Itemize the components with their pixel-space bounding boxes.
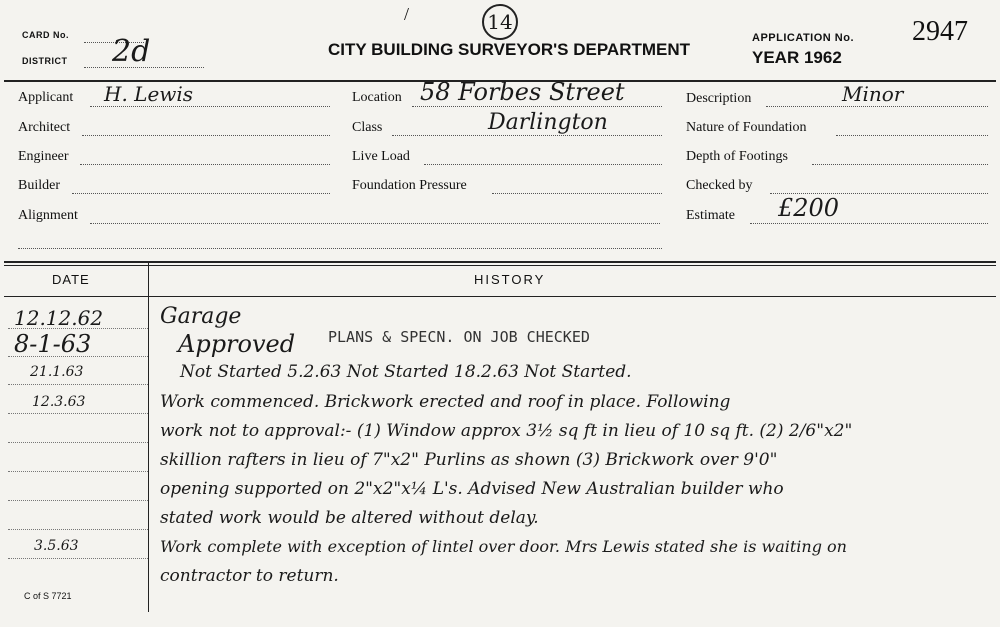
row-date: 3.5.63 bbox=[34, 538, 79, 554]
tick-mark: / bbox=[404, 4, 410, 24]
location-label: Location bbox=[352, 90, 402, 105]
history-entry: Not Started 5.2.63 Not Started 18.2.63 Not Started. bbox=[180, 362, 632, 382]
history-entry: work not to approval:- (1) Window approx 3½ sq ft in lieu of 10 sq ft. (2) 2/6"x2" bbox=[160, 421, 853, 441]
location-line bbox=[412, 106, 662, 107]
history-entry: Approved bbox=[178, 330, 296, 358]
table-top-rule bbox=[4, 261, 996, 263]
description-line bbox=[766, 106, 988, 107]
depth-label: Depth of Footings bbox=[686, 149, 788, 164]
table-top-rule-2 bbox=[4, 265, 996, 266]
checked-label: Checked by bbox=[686, 178, 753, 193]
history-entry: Work complete with exception of lintel over door. Mrs Lewis stated she is waiting on bbox=[160, 537, 847, 556]
history-entry: Work commenced. Brickwork erected and roof in place. Following bbox=[160, 392, 731, 412]
builder-label: Builder bbox=[18, 178, 60, 193]
row-date: 8-1-63 bbox=[14, 330, 92, 358]
stamp-number: 14 bbox=[482, 4, 518, 40]
history-entry: opening supported on 2"x2"x¼ L's. Advised New Australian builder who bbox=[160, 479, 784, 499]
date-row-line bbox=[8, 442, 148, 443]
date-row-line bbox=[8, 500, 148, 501]
builder-line bbox=[72, 193, 330, 194]
year-label: YEAR 1962 bbox=[752, 48, 842, 67]
nature-line bbox=[836, 135, 988, 136]
date-row-line bbox=[8, 471, 148, 472]
applicant-value: H. Lewis bbox=[104, 82, 194, 106]
district-value: 2d bbox=[112, 34, 151, 69]
architect-line bbox=[82, 135, 330, 136]
class-label: Class bbox=[352, 120, 383, 135]
estimate-line bbox=[750, 223, 988, 224]
row-date: 12.12.62 bbox=[14, 306, 104, 330]
history-header: HISTORY bbox=[474, 272, 546, 287]
engineer-line bbox=[80, 164, 330, 165]
description-value: Minor bbox=[842, 82, 904, 106]
district-label: DISTRICT bbox=[22, 56, 68, 66]
history-entry: contractor to return. bbox=[160, 566, 339, 586]
date-row-line bbox=[8, 384, 148, 385]
engineer-label: Engineer bbox=[18, 149, 69, 164]
date-row-line bbox=[8, 529, 148, 530]
date-row-line bbox=[8, 558, 148, 559]
card-no-label: CARD No. bbox=[22, 30, 69, 40]
architect-label: Architect bbox=[18, 120, 71, 135]
form-code: C of S 7721 bbox=[24, 591, 72, 601]
history-entry: Garage bbox=[160, 304, 242, 329]
nature-label: Nature of Foundation bbox=[686, 120, 807, 135]
live-load-line bbox=[424, 164, 662, 165]
applicant-label: Applicant bbox=[18, 90, 74, 105]
description-label: Description bbox=[686, 91, 752, 106]
estimate-value: £200 bbox=[778, 194, 840, 222]
depth-line bbox=[812, 164, 988, 165]
foundation-pressure-line bbox=[492, 193, 662, 194]
class-value: Darlington bbox=[488, 110, 608, 135]
department-title: CITY BUILDING SURVEYOR'S DEPARTMENT bbox=[328, 40, 691, 59]
alignment-line bbox=[90, 223, 660, 224]
stamp-text: PLANS & SPECN. ON JOB CHECKED bbox=[328, 328, 590, 346]
estimate-label: Estimate bbox=[686, 208, 735, 223]
row-date: 12.3.63 bbox=[32, 394, 86, 410]
history-entry: stated work would be altered without delay. bbox=[160, 508, 539, 528]
live-load-label: Live Load bbox=[352, 149, 410, 164]
date-row-line bbox=[8, 413, 148, 414]
history-entry: skillion rafters in lieu of 7"x2" Purlins as shown (3) Brickwork over 9'0" bbox=[160, 450, 778, 470]
application-label: APPLICATION No. bbox=[752, 32, 855, 44]
application-number: 2947 bbox=[912, 16, 968, 47]
applicant-line bbox=[90, 106, 330, 107]
table-header-rule bbox=[4, 296, 996, 297]
extra-line bbox=[18, 248, 662, 249]
alignment-label: Alignment bbox=[18, 208, 78, 223]
foundation-pressure-label: Foundation Pressure bbox=[352, 178, 467, 193]
date-header: DATE bbox=[52, 272, 90, 287]
column-divider bbox=[148, 262, 149, 612]
location-value: 58 Forbes Street bbox=[420, 78, 625, 106]
row-date: 21.1.63 bbox=[30, 364, 84, 380]
class-line bbox=[392, 135, 662, 136]
